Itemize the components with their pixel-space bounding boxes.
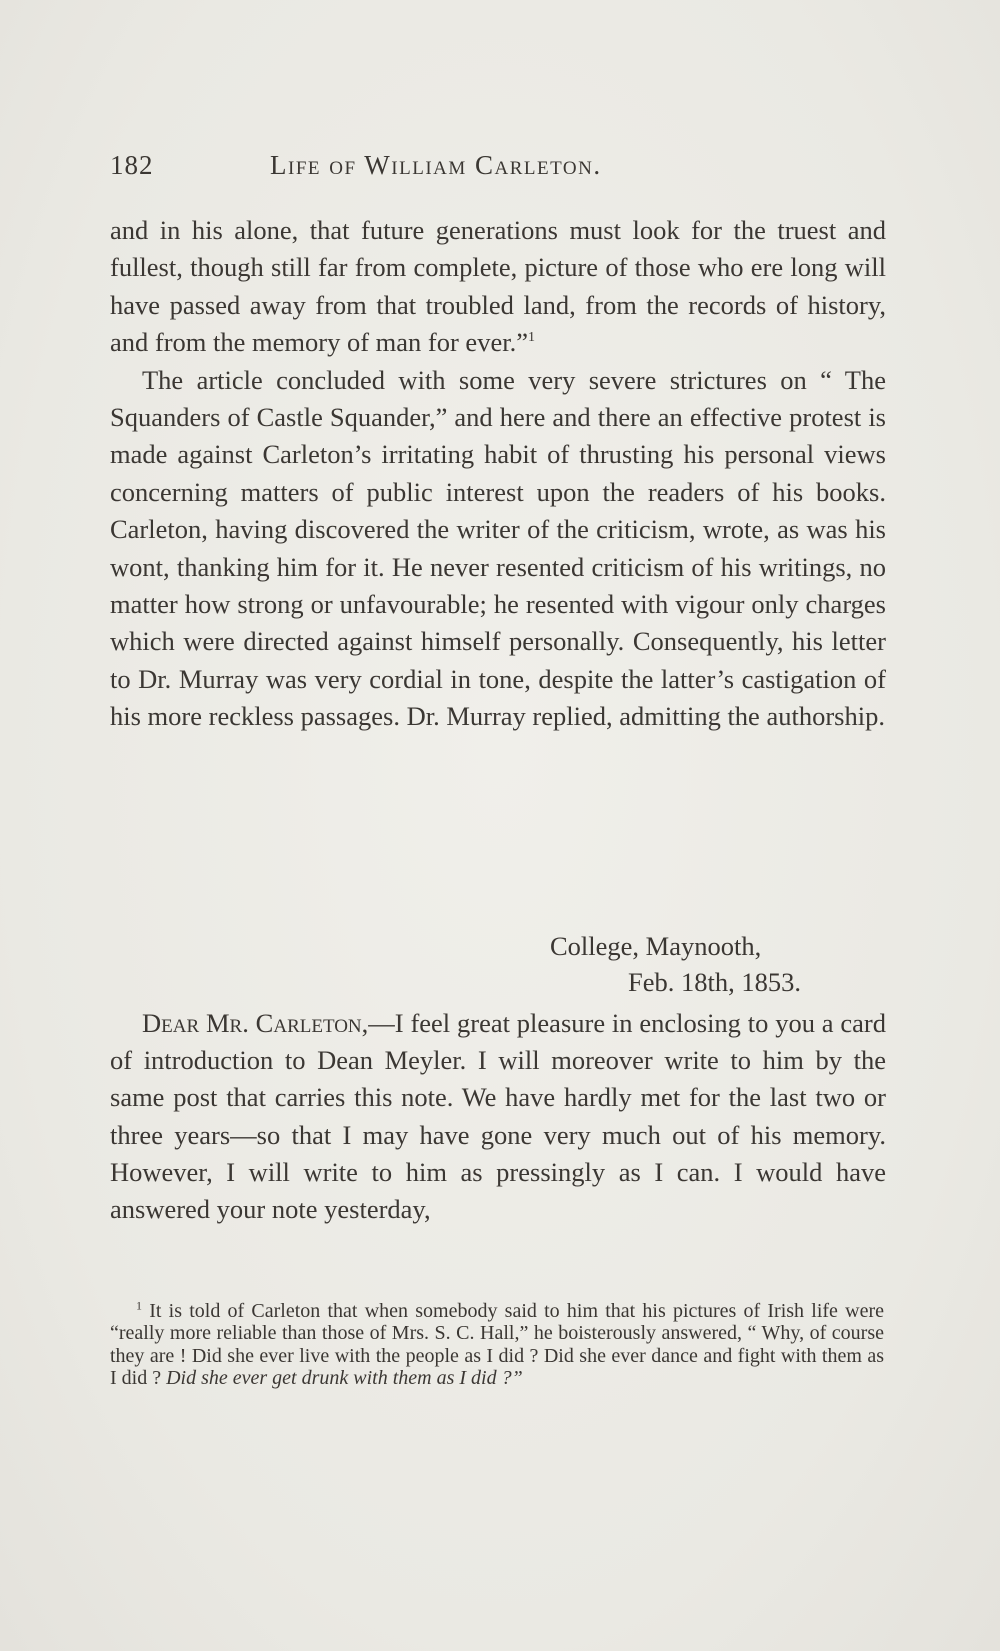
running-title: Life of William Carleton.: [270, 150, 602, 180]
letter-salutation: Dear Mr. Carleton,: [142, 1008, 369, 1038]
letter-paragraph: [110, 1005, 886, 1228]
letter-text: —I feel great pleasure in enclosing to you a card of introduction to Dean Meyler. I will moreover write to him by the same post that carries this note. We have hardly met for the last two or three years—so that I may have gone very much out of his memory. However, I will write to him as pressingly as I can. I would have answered your note yesterday,: [110, 1008, 887, 1225]
paragraph-2: The article concluded with some very severe strictures on “ The Squanders of Castle Squander,” and here and there an effective protest is made against Carleton’s irritating habit of thrusting his personal views concerning matters of public interest upon the readers of his books. Carleton, having discovered the writer of the criticism, wrote, as was his wont, thanking him for it. He never resented criticism of his writings, no matter how strong or unfavourable; he resented with vigour only charges which were directed against himself personally. Consequently, his letter to Dr. Murray was very cordial in tone, despite the latter’s castigation of his more reckless passages. Dr. Murray replied, admitting the authorship.: [110, 364, 886, 732]
paragraph-1-text: and in his alone, that future generations must look for the truest and fullest, though still far from complete, picture of those who ere long will have passed away from that troubled land, from the records of history, and from the memory of man for ever.”: [110, 215, 886, 358]
footnote-reference: 1: [527, 330, 535, 346]
page-number: 182: [110, 150, 154, 180]
letter-dateline: [110, 928, 886, 1000]
letter-place: College, Maynooth,: [550, 931, 762, 961]
footnote-mark: 1: [136, 1298, 142, 1313]
main-text: [110, 212, 886, 736]
letter-date: Feb. 18th, 1853.: [628, 967, 801, 997]
footnote-paragraph: [110, 1300, 884, 1390]
paragraph-continuation: [110, 212, 886, 362]
page-header: [110, 150, 890, 190]
footnote: [110, 1300, 884, 1390]
footnote-text: It is told of Carleton that when somebody said to him that his pictures of Irish life were “really more reliable than those of Mrs. S. C. Hall,” he boisterously answered, “ Why, of course they are ! Did she ever live with the people as I did ? Did she ever dance and fight with them as I did ?: [110, 1300, 884, 1390]
letter-body: [110, 1005, 886, 1228]
footnote-italic-text: Did she ever get drunk with them as I did ?”: [166, 1367, 523, 1390]
